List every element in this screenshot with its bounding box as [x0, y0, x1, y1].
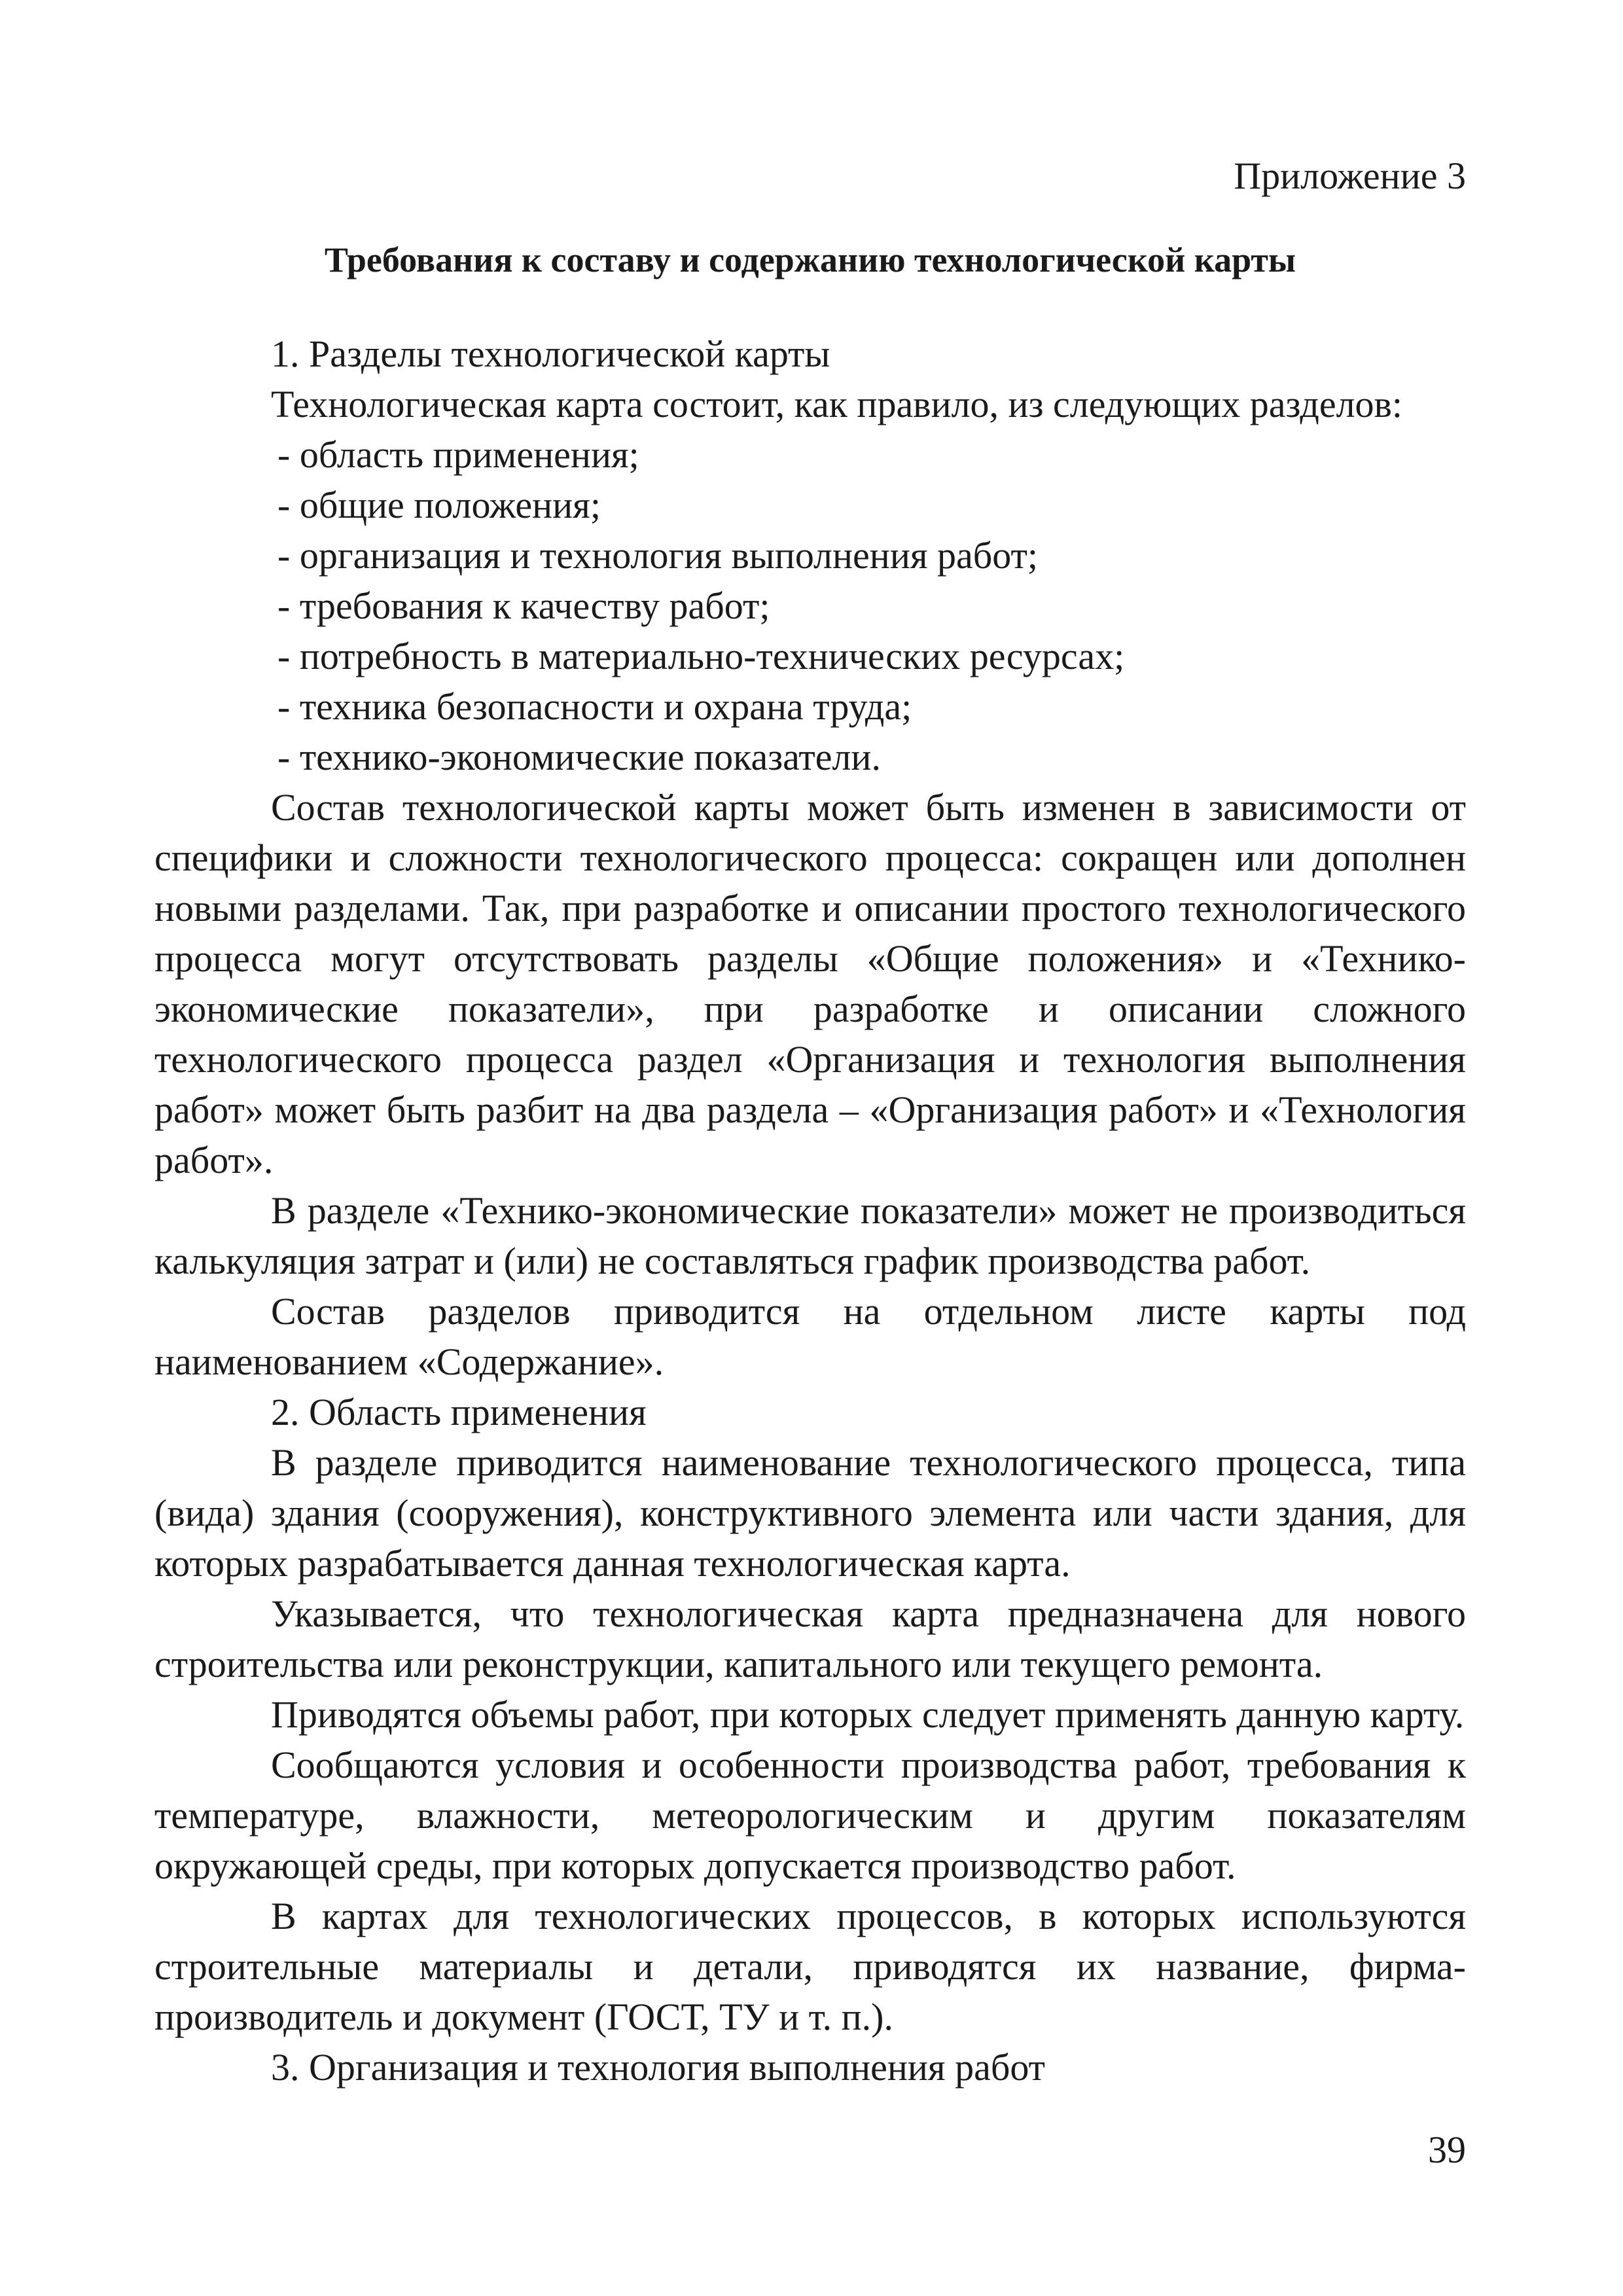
paragraph: Состав технологической карты может быть изменен в зависимости от специфики и сложности технологического процесса: сокращен или дополнен новыми разделами. Так, при разработке и описании простого технологического процесса могут отсутствовать разделы «Общие положения» и «Технико-экономические показатели», при разработке и описании сложного технологического процесса раздел «Организация и технология выполнения работ» может быть разбит на два раздела – «Организация работ» и «Технология работ».	[154, 786, 1466, 1181]
list-item: - техника безопасности и охрана труда;	[277, 685, 912, 728]
paragraph: В разделе приводится наименование технологического процесса, типа (вида) здания (сооружения), конструктивного элемента или части здания, для которых разрабатывается данная технологическая карта.	[154, 1441, 1466, 1585]
section-1-heading: 1. Разделы технологической карты	[271, 332, 830, 375]
paragraph: В картах для технологических процессов, в которых используются строительные материалы и детали, приводятся их название, фирма-производитель и документ (ГОСТ, ТУ и т. п.).	[154, 1895, 1466, 2038]
document-body	[154, 329, 1466, 2092]
list-item: - потребность в материально-технических ресурсах;	[277, 635, 1125, 677]
paragraph: Указывается, что технологическая карта предназначена для нового строительства или реконструкции, капитального или текущего ремонта.	[154, 1592, 1466, 1685]
page-number: 39	[1428, 2128, 1466, 2171]
appendix-label: Приложение 3	[1234, 154, 1466, 197]
list-item: - требования к качеству работ;	[277, 584, 770, 627]
paragraph: Сообщаются условия и особенности производства работ, требования к температуре, влажности, метеорологическим и другим показателям окружающей среды, при которых допускается производство работ.	[154, 1744, 1466, 1887]
paragraph: В разделе «Технико-экономические показатели» может не производиться калькуляция затрат и (или) не составляться график производства работ.	[154, 1189, 1466, 1282]
list-item: - область применения;	[277, 433, 639, 476]
document-title: Требования к составу и содержанию технологической карты	[324, 240, 1296, 279]
section-1-intro: Технологическая карта состоит, как правило, из следующих разделов:	[271, 383, 1403, 425]
section-3-heading: 3. Организация и технология выполнения работ	[271, 2046, 1045, 2089]
list-item: - технико-экономические показатели.	[277, 736, 881, 778]
paragraph: Состав разделов приводится на отдельном листе карты под наименованием «Содержание».	[154, 1290, 1466, 1383]
section-2-heading: 2. Область применения	[271, 1391, 647, 1433]
list-item: - общие положения;	[277, 484, 601, 526]
list-item: - организация и технология выполнения работ;	[277, 534, 1038, 577]
paragraph: Приводятся объемы работ, при которых следует применять данную карту.	[271, 1693, 1465, 1736]
document-page	[154, 151, 1466, 2092]
sections-list	[154, 429, 1466, 782]
